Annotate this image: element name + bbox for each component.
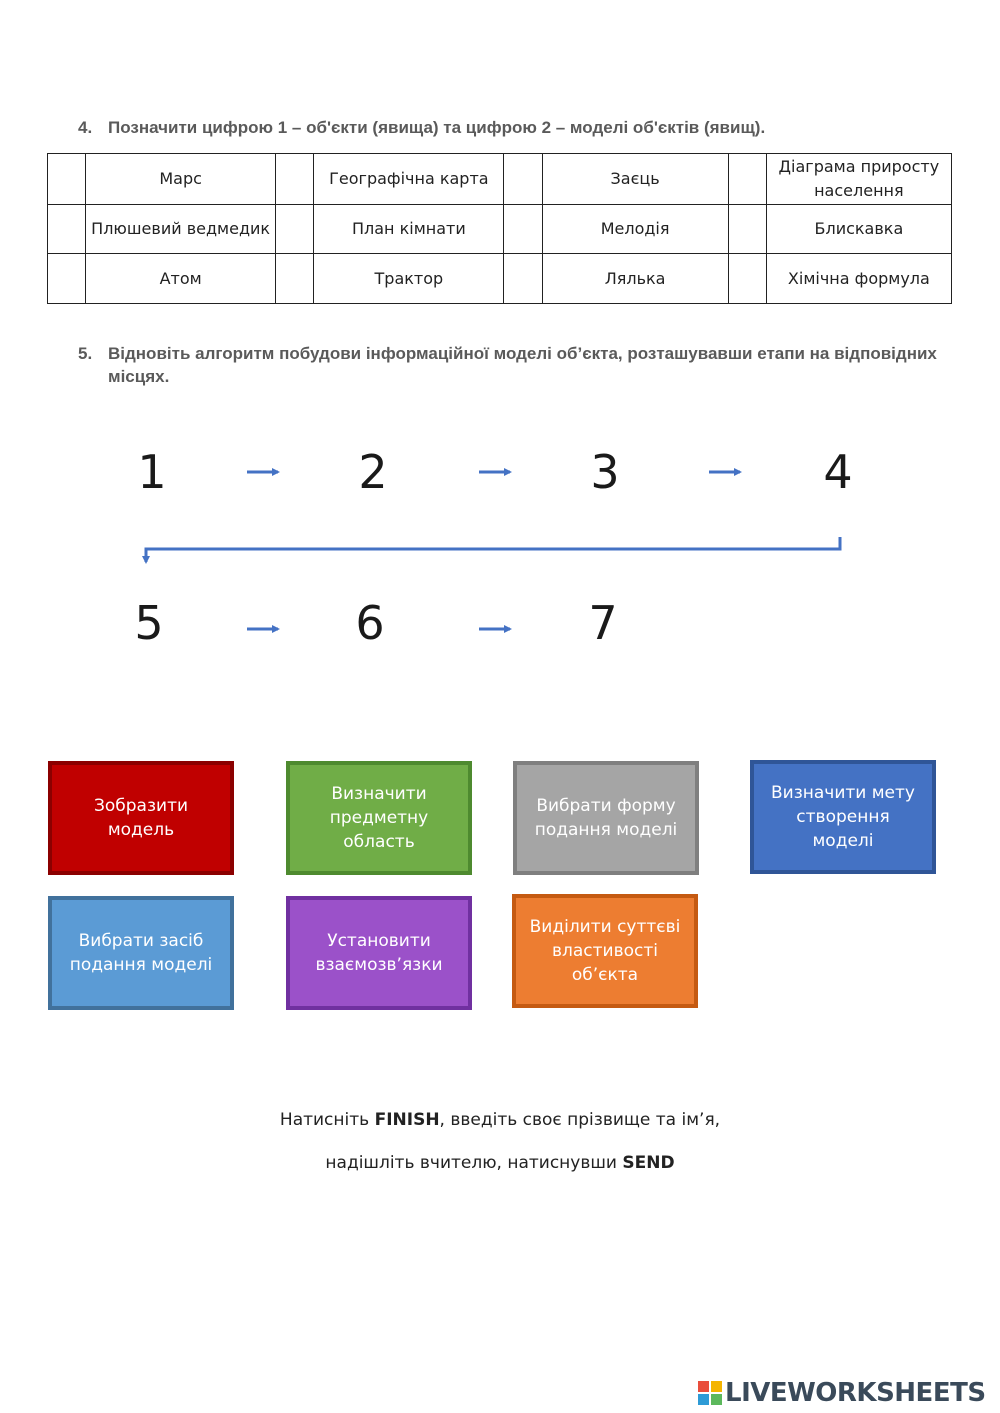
item-cell: Заєць	[542, 154, 728, 205]
instruction-text: Натисніть	[279, 1110, 375, 1130]
liveworksheets-logo	[698, 1378, 986, 1408]
item-cell: Плюшевий ведмедик	[86, 205, 276, 254]
stage-label: Вибрати форму подання моделі	[534, 796, 678, 840]
step-7[interactable]: 7	[588, 596, 618, 650]
stage-label: Зобразити модель	[93, 796, 189, 840]
item-cell: Марс	[86, 154, 276, 205]
instruction-text: надішліть вчителю, натиснувши	[325, 1153, 623, 1173]
stage-box-model-means[interactable]	[48, 896, 234, 1010]
step-4[interactable]: 4	[823, 445, 853, 499]
arrow-4-5	[146, 537, 840, 562]
step-2[interactable]: 2	[358, 445, 388, 499]
stage-label: Виділити суттєві властивості об’єкта	[529, 917, 681, 985]
stage-label: Вибрати засіб подання моделі	[69, 931, 213, 975]
task-4-number: 4.	[78, 118, 93, 137]
item-cell: План кімнати	[314, 205, 504, 254]
task-5-text: Відновіть алгоритм побудови інформаційної моделі об’єкта, розташувавши етапи на відповідних місцях.	[108, 344, 937, 386]
send-keyword: SEND	[622, 1153, 675, 1173]
stage-box-properties[interactable]	[512, 894, 698, 1008]
item-cell: Трактор	[314, 254, 504, 304]
item-cell: Хімічна формула	[766, 254, 951, 304]
task-4-text: Позначити цифрою 1 – об'єкти (явища) та цифрою 2 – моделі об'єктів (явищ).	[108, 118, 766, 137]
item-cell: Мелодія	[542, 205, 728, 254]
stage-box-relationships[interactable]	[286, 896, 472, 1010]
logo-icon	[698, 1381, 722, 1405]
step-1[interactable]: 1	[137, 445, 167, 499]
stage-label: Визначити мету створення моделі	[771, 783, 915, 851]
item-cell: Діаграма приросту населення	[766, 154, 951, 205]
item-cell: Атом	[86, 254, 276, 304]
finish-keyword: FINISH	[374, 1110, 440, 1130]
item-cell: Лялька	[542, 254, 728, 304]
stage-box-draw-model[interactable]	[48, 761, 234, 875]
step-3[interactable]: 3	[590, 445, 620, 499]
stage-box-goal[interactable]	[750, 760, 936, 874]
instruction-line-1	[0, 1110, 1000, 1130]
stage-box-subject-area[interactable]	[286, 761, 472, 875]
flow-diagram	[0, 0, 1000, 680]
stage-label: Визначити предметну область	[329, 784, 429, 852]
instruction-text: , введіть своє прізвище та ім’я,	[439, 1110, 721, 1130]
task-5-number: 5.	[78, 344, 93, 363]
instruction-line-2	[0, 1153, 1000, 1173]
logo-text: LIVEWORKSHEETS	[725, 1378, 986, 1408]
item-cell: Блискавка	[766, 205, 951, 254]
stage-label: Установити взаємозв’язки	[315, 931, 443, 975]
step-5[interactable]: 5	[134, 596, 164, 650]
step-6[interactable]: 6	[355, 596, 385, 650]
stage-box-model-form[interactable]	[513, 761, 699, 875]
item-cell: Географічна карта	[314, 154, 504, 205]
